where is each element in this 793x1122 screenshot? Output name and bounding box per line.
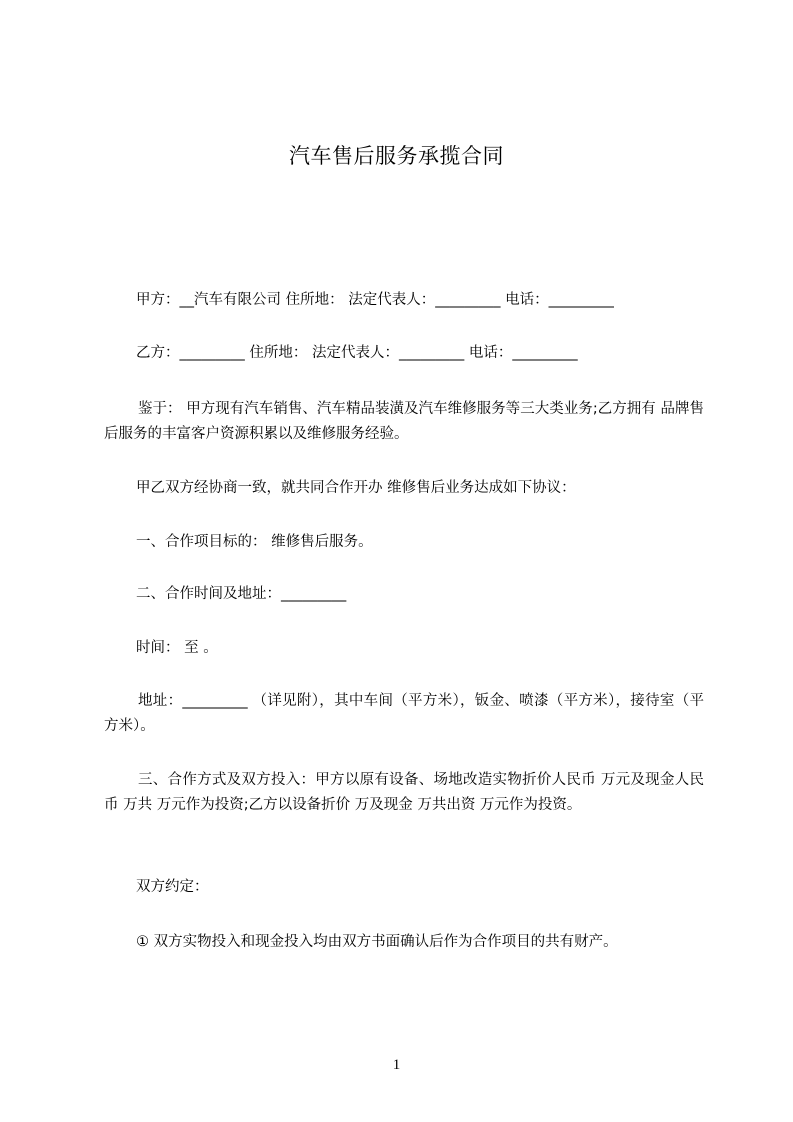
clause-2: 二、合作时间及地址：_________	[136, 586, 347, 602]
mutual-agreement-heading: 双方约定：	[136, 879, 209, 895]
clause-1: 一、合作项目标的： 维修售后服务。	[136, 534, 373, 550]
page-number: 1	[392, 1057, 401, 1073]
clause-3-paragraph: 三、合作方式及双方投入：甲方以原有设备、场地改造实物折价人民币 万元及现金人民币 万共 万元作为投资;乙方以设备折价 万及现金 万共出资 万元作为投资。	[104, 772, 704, 813]
time-line: 时间： 至 。	[136, 640, 218, 656]
agreement-item-1: ① 双方实物投入和现金投入均由双方书面确认后作为合作项目的共有财产。	[136, 934, 618, 950]
address-paragraph: 地址：_________ （详见附），其中车间（平方米），钣金、喷漆（平方米），接待室（平方米）。	[104, 693, 704, 734]
party-b-line: 乙方：_________ 住所地： 法定代表人：_________ 电话：_________	[136, 345, 578, 361]
document-title: 汽车售后服务承揽合同	[289, 144, 504, 168]
whereas-paragraph: 鉴于： 甲方现有汽车销售、汽车精品装潢及汽车维修服务等三大类业务;乙方拥有 品牌售后服务的丰富客户资源积累以及维修服务经验。	[104, 401, 704, 442]
party-a-line: 甲方：__汽车有限公司 住所地： 法定代表人：_________ 电话：_________	[136, 292, 614, 308]
agreement-intro: 甲乙双方经协商一致，就共同合作开办 维修售后业务达成如下协议：	[136, 480, 576, 496]
